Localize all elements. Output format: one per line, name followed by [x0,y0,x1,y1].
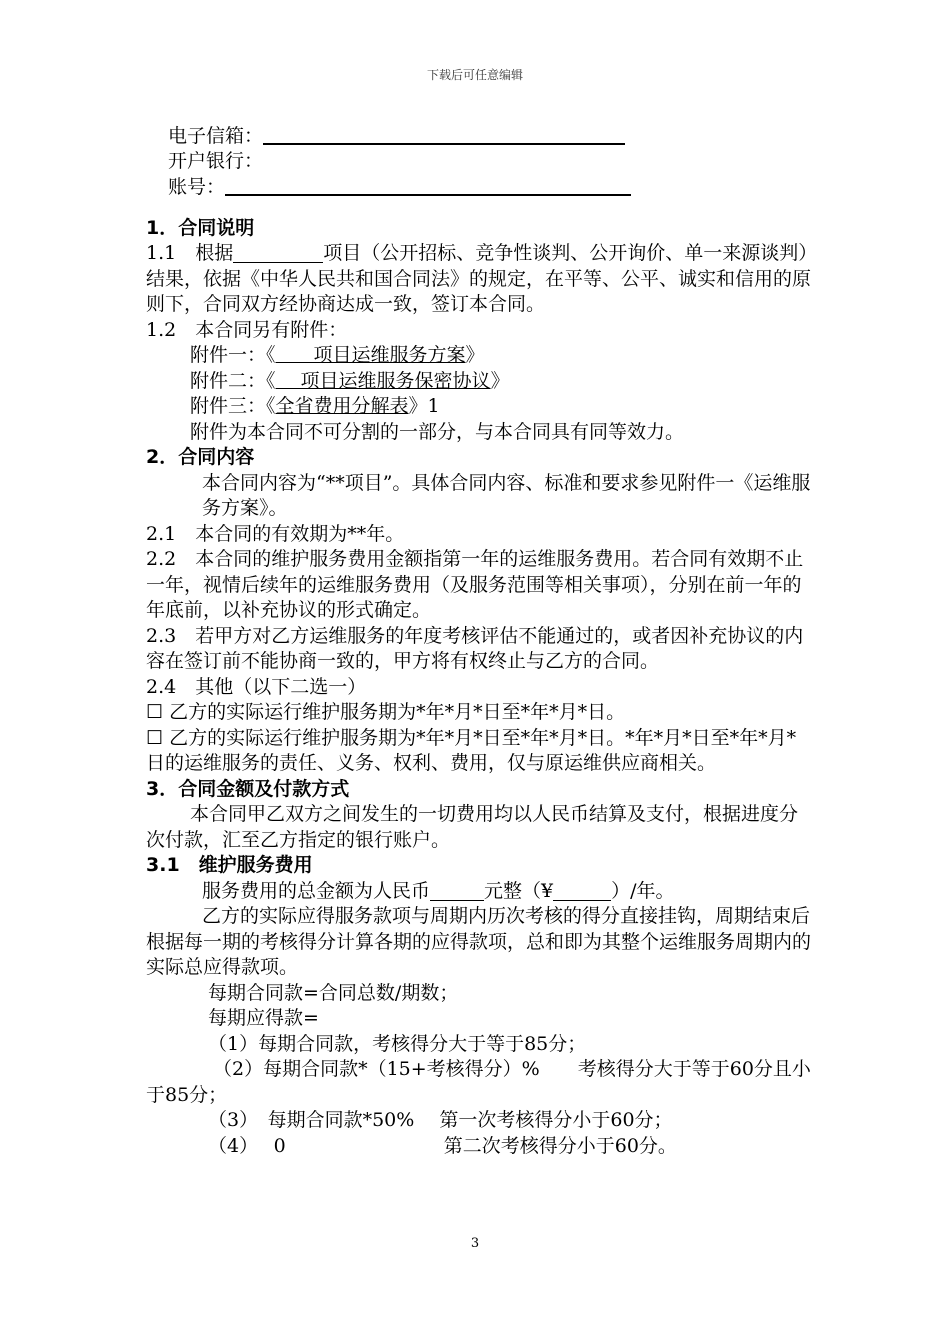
condition-4: （4） 0 第二次考核得分小于60分。 [208,1134,677,1157]
section-3-title: 3．合同金额及付款方式 [146,777,350,800]
amount-figure-blank [553,881,611,901]
amount-blank [430,881,484,901]
clause-1-1: 1.1 根据 项目（公开招标、竞争性谈判、公开询价、单一来源谈判）结果，依据《中华人民共和国合同法》的规定，在平等、公平、诚实和信用的原则下，合同双方经协商达成一致，签订本合同。 [146,242,812,315]
actual-payment-text: 乙方的实际应得服务款项与周期内历次考核的得分直接挂钩，周期结束后根据每一期的考核得分计算各期的应得款项，总和即为其整个运维服务周期内的实际总应得款项。 [146,905,812,978]
attachment-3: 附件三：《全省费用分解表》1 [190,395,440,417]
section-2-title: 2．合同内容 [146,446,255,468]
formula-2: 每期应得款= [208,1007,319,1029]
email-label: 电子信箱： [168,125,264,147]
document-body [146,123,811,1159]
section-3-intro: 本合同甲乙双方之间发生的一切费用均以人民币结算及支付，根据进度分次付款，汇至乙方指定的银行账户。 [146,803,799,851]
clause-2-4: 2.4 其他（以下二选一） [146,675,367,698]
condition-3: （3） 每期合同款*50% 第一次考核得分小于60分； [208,1109,673,1131]
account-field [146,174,811,200]
account-label: 账号： [168,176,226,198]
condition-2: （2）每期合同款*（15+考核得分）% 考核得分大于等于60分且小于85分； [146,1058,811,1106]
option-1-checkbox: ☐ 乙方的实际运行维护服务期为*年*月*日至*年*月*日。 [146,701,626,723]
bank-field [146,149,811,175]
account-blank [225,174,631,196]
email-blank [263,123,625,145]
email-field [146,123,811,149]
page-header: 下载后可任意编辑 [426,68,523,82]
clause-2-2: 2.2 本合同的维护服务费用金额指第一年的运维服务费用。若合同有效期不止一年，视情后续年的运维服务费用（及服务范围等相关事项），分别在前一年的年底前，以补充协议的形式确定。 [146,548,804,621]
attachment-note: 附件为本合同不可分割的一部分，与本合同具有同等效力。 [190,420,685,443]
attachment-2: 附件二：《 项目运维服务保密协议》 [190,369,510,392]
project-blank [233,243,323,263]
condition-1: （1）每期合同款，考核得分大于等于85分； [208,1032,587,1055]
page-number: 3 [470,1236,480,1251]
clause-2-3: 2.3 若甲方对乙方运维服务的年度考核评估不能通过的，或者因补充协议的内容在签订前不能协商一致的，甲方将有权终止与乙方的合同。 [146,624,804,672]
clause-1-2: 1.2 本合同另有附件： [146,318,348,341]
bank-label: 开户银行： [168,149,264,172]
clause-2-1: 2.1 本合同的有效期为**年。 [146,522,405,545]
clause-3-1-title: 3.1 维护服务费用 [146,854,313,876]
formula-1: 每期合同款=合同总数/期数； [208,981,459,1004]
attachment-1: 附件一：《 项目运维服务方案》 [190,344,485,366]
section-1-title: 1．合同说明 [146,216,255,239]
option-2-checkbox: ☐ 乙方的实际运行维护服务期为*年*月*日至*年*月*日。*年*月*日至*年*月*日的运维服务的责任、义务、权利、费用，仅与原运维供应商相关。 [146,726,797,774]
fee-amount: 服务费用的总金额为人民币 元整（¥ ）/年。 [202,879,675,902]
section-2-intro: 本合同内容为“**项目”。具体合同内容、标准和要求参见附件一《运维服务方案》。 [202,471,811,519]
